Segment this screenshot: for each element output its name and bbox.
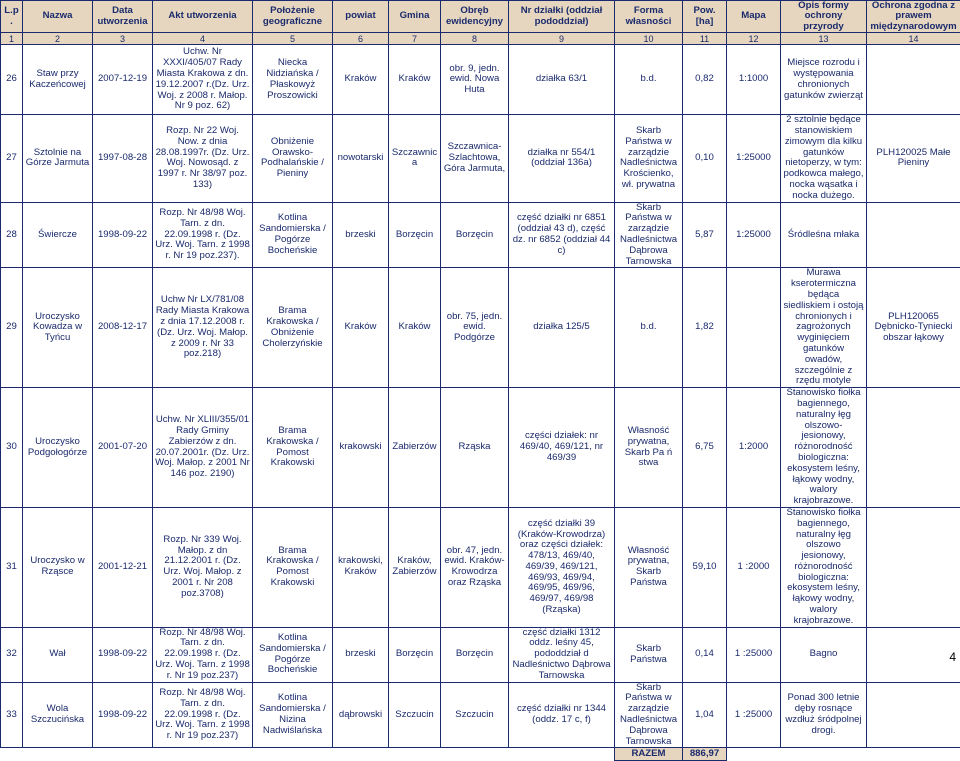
- cell-lp: 32: [1, 627, 23, 682]
- cell-obreb: obr. 47, jedn. ewid. Kraków-Krowodrza oraz Rząska: [441, 507, 509, 627]
- cell-pow: 0,10: [683, 115, 727, 202]
- cell-gmina: Borzęcin: [389, 202, 441, 268]
- total-label: RAZEM: [615, 748, 683, 761]
- total-spacer: [1, 748, 615, 761]
- header-cell: Ochrona zgodna z prawem międzynarodowym: [867, 1, 960, 33]
- cell-akt: Rozp. Nr 48/98 Woj. Tarn. z dn. 22.09.1998 r. (Dz. Urz. Woj. Tarn. z 1998 r. Nr 19 poz.237): [153, 682, 253, 748]
- table-row: [1, 115, 960, 202]
- cell-powiat: nowotarski: [333, 115, 389, 202]
- cell-dzialka: działka 125/5: [509, 268, 615, 388]
- cell-dzialka: działka nr 554/1 (oddział 136a): [509, 115, 615, 202]
- cell-polozenie: Brama Krakowska / Pomost Krakowski: [253, 388, 333, 508]
- cell-akt: Uchw Nr LX/781/08 Rady Miasta Krakowa z dnia 17.12.2008 r. (Dz. Urz. Woj. Małop. z 2009 r. Nr 33 poz.218): [153, 268, 253, 388]
- column-number: 10: [615, 33, 683, 45]
- cell-nazwa: Świercze: [23, 202, 93, 268]
- cell-obreb: obr. 75, jedn. ewid. Podgórze: [441, 268, 509, 388]
- total-row: [1, 748, 960, 761]
- table-body: [1, 45, 960, 748]
- cell-ochrona: [867, 627, 960, 682]
- column-number: 12: [727, 33, 781, 45]
- header-cell: Nazwa: [23, 1, 93, 33]
- total-value: 886,97: [683, 748, 727, 761]
- cell-polozenie: Brama Krakowska / Pomost Krakowski: [253, 507, 333, 627]
- cell-mapa: [727, 268, 781, 388]
- header-cell: Data utworzenia: [93, 1, 153, 33]
- cell-ochrona: [867, 45, 960, 115]
- header-row: [1, 1, 960, 33]
- cell-pow: 0,14: [683, 627, 727, 682]
- column-number-row: [1, 33, 960, 45]
- table-row: [1, 202, 960, 268]
- cell-obreb: obr. 9, jedn. ewid. Nowa Huta: [441, 45, 509, 115]
- cell-mapa: 1:1000: [727, 45, 781, 115]
- cell-mapa: 1 :2000: [727, 507, 781, 627]
- cell-obreb: Szczawnica-Szlachtowa, Góra Jarmuta,: [441, 115, 509, 202]
- total-spacer: [727, 748, 960, 761]
- cell-pow: 1,04: [683, 682, 727, 748]
- cell-opis: Bagno: [781, 627, 867, 682]
- header-cell: Obręb ewidencyjny: [441, 1, 509, 33]
- header-cell: Położenie geograficzne: [253, 1, 333, 33]
- cell-gmina: Szczucin: [389, 682, 441, 748]
- cell-opis: Śródleśna młaka: [781, 202, 867, 268]
- cell-obreb: Szczucin: [441, 682, 509, 748]
- cell-ochrona: PLH120065 Dębnicko-Tyniecki obszar łąkowy: [867, 268, 960, 388]
- cell-data: 1998-09-22: [93, 202, 153, 268]
- cell-lp: 33: [1, 682, 23, 748]
- cell-opis: Stanowisko fiołka bagiennego, naturalny łęg olszowo jesionowy, różnorodność biologiczna: ekosystem leśny, łąkowy wodny, walory krajobrazowe.: [781, 507, 867, 627]
- cell-forma: Skarb Państwa: [615, 627, 683, 682]
- cell-opis: 2 sztolnie będące stanowiskiem zimowym dla kilku gatunków nietoperzy, w tym: podkowca małego, nocka wąsatka i nocka dużego.: [781, 115, 867, 202]
- cell-dzialka: część działki nr 1344 (oddz. 17 c, f): [509, 682, 615, 748]
- cell-pow: 0,82: [683, 45, 727, 115]
- column-number: 5: [253, 33, 333, 45]
- cell-nazwa: Uroczysko Podgołogórze: [23, 388, 93, 508]
- cell-forma: Skarb Państwa w zarządzie Nadleśnictwa Dąbrowa Tarnowska: [615, 682, 683, 748]
- cell-ochrona: [867, 507, 960, 627]
- cell-opis: Murawa kserotermiczna będąca siedliskiem i ostoją chronionych i zagrożonych wyginięciem gatunków owadów, szczególnie z rzędu motyle: [781, 268, 867, 388]
- cell-nazwa: Sztolnie na Górze Jarmuta: [23, 115, 93, 202]
- cell-polozenie: Kotlina Sandomierska / Pogórze Bocheńskie: [253, 202, 333, 268]
- cell-ochrona: PLH120025 Małe Pieniny: [867, 115, 960, 202]
- header-cell: Pow. [ha]: [683, 1, 727, 33]
- cell-ochrona: [867, 682, 960, 748]
- column-number: 11: [683, 33, 727, 45]
- cell-nazwa: Wał: [23, 627, 93, 682]
- header-cell: Forma własności: [615, 1, 683, 33]
- cell-dzialka: część działki nr 6851 (oddział 43 d), część dz. nr 6852 (oddział 44 c): [509, 202, 615, 268]
- cell-akt: Rozp. Nr 22 Woj. Now. z dnia 28.08.1997r. (Dz. Urz. Woj. Nowosąd. z 1997 r. Nr 38/97 poz. 133): [153, 115, 253, 202]
- cell-nazwa: Uroczysko w Rząsce: [23, 507, 93, 627]
- header-cell: Nr działki (oddział pododdział): [509, 1, 615, 33]
- cell-data: 2001-12-21: [93, 507, 153, 627]
- cell-opis: Miejsce rozrodu i występowania chronionych gatunków zwierząt: [781, 45, 867, 115]
- cell-obreb: Borzęcin: [441, 627, 509, 682]
- cell-mapa: 1 :25000: [727, 682, 781, 748]
- cell-powiat: Kraków: [333, 268, 389, 388]
- column-number: 13: [781, 33, 867, 45]
- cell-data: 1998-09-22: [93, 627, 153, 682]
- column-number: 9: [509, 33, 615, 45]
- cell-dzialka: działka 63/1: [509, 45, 615, 115]
- cell-dzialka: części działek: nr 469/40, 469/121, nr 469/39: [509, 388, 615, 508]
- cell-forma: Skarb Państwa w zarządzie Nadleśnictwa Krościenko, wł. prywatna: [615, 115, 683, 202]
- cell-powiat: dąbrowski: [333, 682, 389, 748]
- table-row: [1, 682, 960, 748]
- cell-polozenie: Kotlina Sandomierska / Pogórze Bocheńskie: [253, 627, 333, 682]
- cell-pow: 1,82: [683, 268, 727, 388]
- cell-opis: Ponad 300 letnie dęby rosnące wzdłuż śródpolnej drogi.: [781, 682, 867, 748]
- cell-lp: 29: [1, 268, 23, 388]
- cell-gmina: Kraków, Zabierzów: [389, 507, 441, 627]
- cell-powiat: krakowski, Kraków: [333, 507, 389, 627]
- cell-gmina: Borzęcin: [389, 627, 441, 682]
- cell-lp: 30: [1, 388, 23, 508]
- cell-data: 2008-12-17: [93, 268, 153, 388]
- cell-polozenie: Kotlina Sandomierska / Nizina Nadwiślańska: [253, 682, 333, 748]
- cell-lp: 31: [1, 507, 23, 627]
- cell-akt: Rozp. Nr 339 Woj. Małop. z dn 21.12.2001 r. (Dz. Urz. Woj. Małop. z 2001 r. Nr 208 poz.3708): [153, 507, 253, 627]
- cell-gmina: Kraków: [389, 45, 441, 115]
- column-number: 2: [23, 33, 93, 45]
- cell-akt: Rozp. Nr 48/98 Woj. Tarn. z dn. 22.09.1998 r. (Dz. Urz. Woj. Tarn. z 1998 r. Nr 19 poz.237): [153, 627, 253, 682]
- table-row: [1, 627, 960, 682]
- cell-polozenie: Brama Krakowska / Obniżenie Cholerzyńskie: [253, 268, 333, 388]
- header-cell: Opis formy ochrony przyrody: [781, 1, 867, 33]
- cell-forma: Skarb Państwa w zarządzie Nadleśnictwa Dąbrowa Tarnowska: [615, 202, 683, 268]
- cell-mapa: 1:2000: [727, 388, 781, 508]
- cell-pow: 5,87: [683, 202, 727, 268]
- cell-nazwa: Uroczysko Kowadza w Tyńcu: [23, 268, 93, 388]
- table-row: [1, 507, 960, 627]
- header-cell: powiat: [333, 1, 389, 33]
- cell-ochrona: [867, 388, 960, 508]
- column-number: 14: [867, 33, 960, 45]
- cell-data: 2007-12-19: [93, 45, 153, 115]
- page-number: 4: [949, 650, 956, 664]
- cell-pow: 6,75: [683, 388, 727, 508]
- cell-dzialka: część działki 1312 oddz. leśny 45, pododdział d Nadleśnictwo Dąbrowa Tarnowska: [509, 627, 615, 682]
- cell-forma: Własność prywatna, Skarb Państwa: [615, 507, 683, 627]
- table-row: [1, 268, 960, 388]
- cell-data: 1998-09-22: [93, 682, 153, 748]
- header-cell: Mapa: [727, 1, 781, 33]
- table-row: [1, 45, 960, 115]
- cell-powiat: krakowski: [333, 388, 389, 508]
- column-number: 7: [389, 33, 441, 45]
- cell-forma: b.d.: [615, 268, 683, 388]
- cell-akt: Rozp. Nr 48/98 Woj. Tarn. z dn. 22.09.1998 r. (Dz. Urz. Woj. Tarn. z 1998 r. Nr 19 poz.237).: [153, 202, 253, 268]
- cell-obreb: Rząska: [441, 388, 509, 508]
- cell-mapa: 1:25000: [727, 202, 781, 268]
- column-number: 3: [93, 33, 153, 45]
- cell-lp: 28: [1, 202, 23, 268]
- header-cell: Gmina: [389, 1, 441, 33]
- cell-obreb: Borzęcin: [441, 202, 509, 268]
- cell-polozenie: Niecka Nidziańska / Płaskowyż Proszowicki: [253, 45, 333, 115]
- cell-powiat: Kraków: [333, 45, 389, 115]
- cell-gmina: Szczawnica: [389, 115, 441, 202]
- column-number: 8: [441, 33, 509, 45]
- cell-nazwa: Wola Szczucińska: [23, 682, 93, 748]
- cell-mapa: 1 :25000: [727, 627, 781, 682]
- header-cell: L.p.: [1, 1, 23, 33]
- cell-lp: 26: [1, 45, 23, 115]
- cell-akt: Uchw. Nr XXXI/405/07 Rady Miasta Krakowa z dn. 19.12.2007 r.(Dz. Urz. Woj. z 2008 r. Małop. Nr 9 poz. 62): [153, 45, 253, 115]
- cell-forma: b.d.: [615, 45, 683, 115]
- cell-data: 2001-07-20: [93, 388, 153, 508]
- table-row: [1, 388, 960, 508]
- cell-lp: 27: [1, 115, 23, 202]
- cell-ochrona: [867, 202, 960, 268]
- cell-powiat: brzeski: [333, 627, 389, 682]
- cell-forma: Własność prywatna, Skarb Pa ń stwa: [615, 388, 683, 508]
- column-number: 1: [1, 33, 23, 45]
- cell-dzialka: część działki 39 (Kraków-Krowodrza) oraz części działek: 478/13, 469/40, 469/39, 469/121, 469/93, 469/94, 469/95, 469/96, 469/97, 469/98 (Rząska): [509, 507, 615, 627]
- column-number: 6: [333, 33, 389, 45]
- cell-powiat: brzeski: [333, 202, 389, 268]
- cell-opis: Stanowisko fiołka bagiennego, naturalny łęg olszowo- jesionowy, różnorodność biologiczna: ekosystem leśny, łąkowy wodny, walory krajobrazowe.: [781, 388, 867, 508]
- cell-polozenie: Obniżenie Orawsko-Podhalańskie / Pieniny: [253, 115, 333, 202]
- column-number: 4: [153, 33, 253, 45]
- cell-gmina: Kraków: [389, 268, 441, 388]
- cell-akt: Uchw. Nr XLIII/355/01 Rady Gminy Zabierzów z dn. 20.07.2001r. (Dz. Urz. Woj. Małop. z 2001 Nr 146 poz. 2190): [153, 388, 253, 508]
- cell-pow: 59,10: [683, 507, 727, 627]
- cell-nazwa: Staw przy Kaczeńcowej: [23, 45, 93, 115]
- cell-data: 1997-08-28: [93, 115, 153, 202]
- cell-gmina: Zabierzów: [389, 388, 441, 508]
- header-cell: Akt utworzenia: [153, 1, 253, 33]
- cell-mapa: 1:25000: [727, 115, 781, 202]
